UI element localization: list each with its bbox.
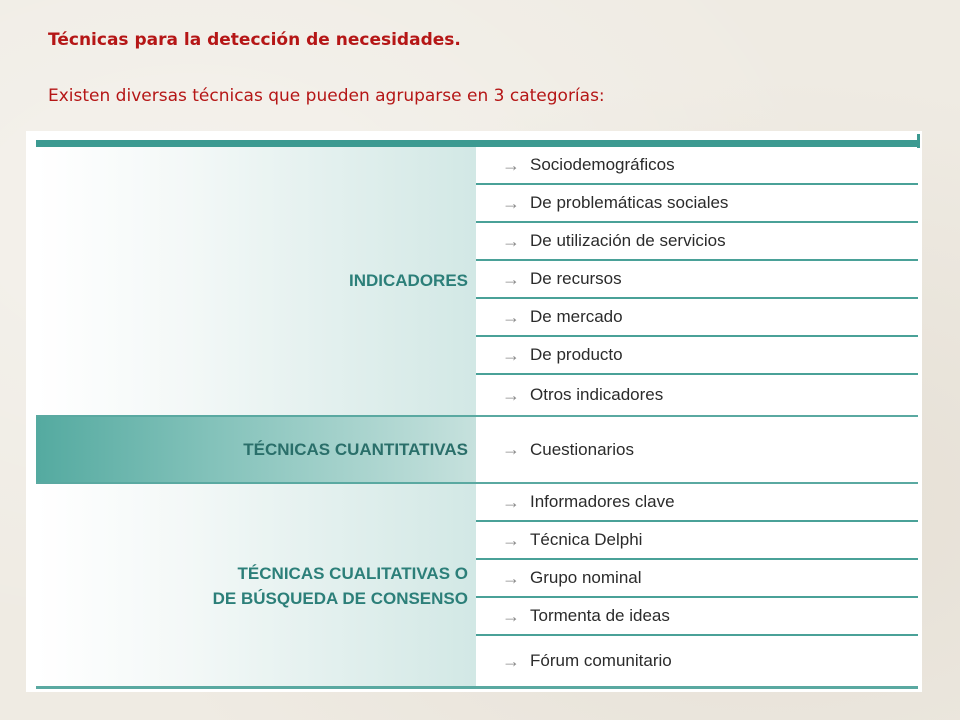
list-item [476, 484, 918, 522]
item-label: De recursos [530, 269, 622, 288]
techniques-table [26, 131, 922, 692]
list-item [476, 636, 918, 686]
list-item [476, 598, 918, 636]
arrow-right-icon: → [502, 384, 520, 405]
category-label [213, 562, 468, 611]
item-label: Tormenta de ideas [530, 606, 670, 625]
page-title: Técnicas para la detección de necesidades. [48, 30, 461, 50]
arrow-right-icon: → [502, 268, 520, 289]
arrow-right-icon: → [502, 650, 520, 671]
item-label: Cuestionarios [530, 439, 634, 459]
category-label-line1: TÉCNICAS CUALITATIVAS O [237, 563, 468, 583]
bottom-rule [36, 686, 918, 689]
arrow-right-icon: → [502, 605, 520, 626]
category-tecnicas-cualitativas [36, 484, 476, 689]
item-label: De utilización de servicios [530, 231, 726, 250]
category-label-line2: DE BÚSQUEDA DE CONSENSO [212, 588, 468, 608]
item-label: Grupo nominal [530, 568, 642, 587]
item-label: Informadores clave [530, 492, 675, 511]
list-item [476, 337, 918, 375]
category-label: INDICADORES [348, 271, 468, 291]
arrow-right-icon: → [502, 567, 520, 588]
arrow-right-icon: → [502, 154, 520, 175]
list-item [476, 417, 918, 482]
arrow-right-icon: → [502, 439, 520, 459]
list-item [476, 185, 918, 223]
list-item [476, 560, 918, 598]
list-item [476, 147, 918, 185]
arrow-right-icon: → [502, 306, 520, 327]
list-item [476, 522, 918, 560]
arrow-right-icon: → [502, 192, 520, 213]
item-label: De producto [530, 345, 623, 364]
intro-text: Existen diversas técnicas que pueden agruparse en 3 categorías: [48, 86, 605, 106]
arrow-right-icon: → [502, 344, 520, 365]
arrow-right-icon: → [502, 230, 520, 251]
item-label: De problemáticas sociales [530, 193, 729, 212]
list-item [476, 223, 918, 261]
item-label: De mercado [530, 307, 623, 326]
list-item [476, 299, 918, 337]
item-label: Técnica Delphi [530, 530, 643, 549]
category-label: TÉCNICAS CUANTITATIVAS [243, 439, 468, 459]
item-label: Sociodemográficos [530, 155, 675, 174]
item-label: Otros indicadores [530, 385, 664, 404]
category-tecnicas-cuantitativas [36, 417, 476, 483]
arrow-right-icon: → [502, 529, 520, 550]
list-item [476, 375, 918, 415]
list-item [476, 261, 918, 299]
top-rule [36, 140, 918, 147]
arrow-right-icon: → [502, 491, 520, 512]
category-indicadores [36, 147, 476, 416]
item-label: Fórum comunitario [530, 651, 672, 670]
